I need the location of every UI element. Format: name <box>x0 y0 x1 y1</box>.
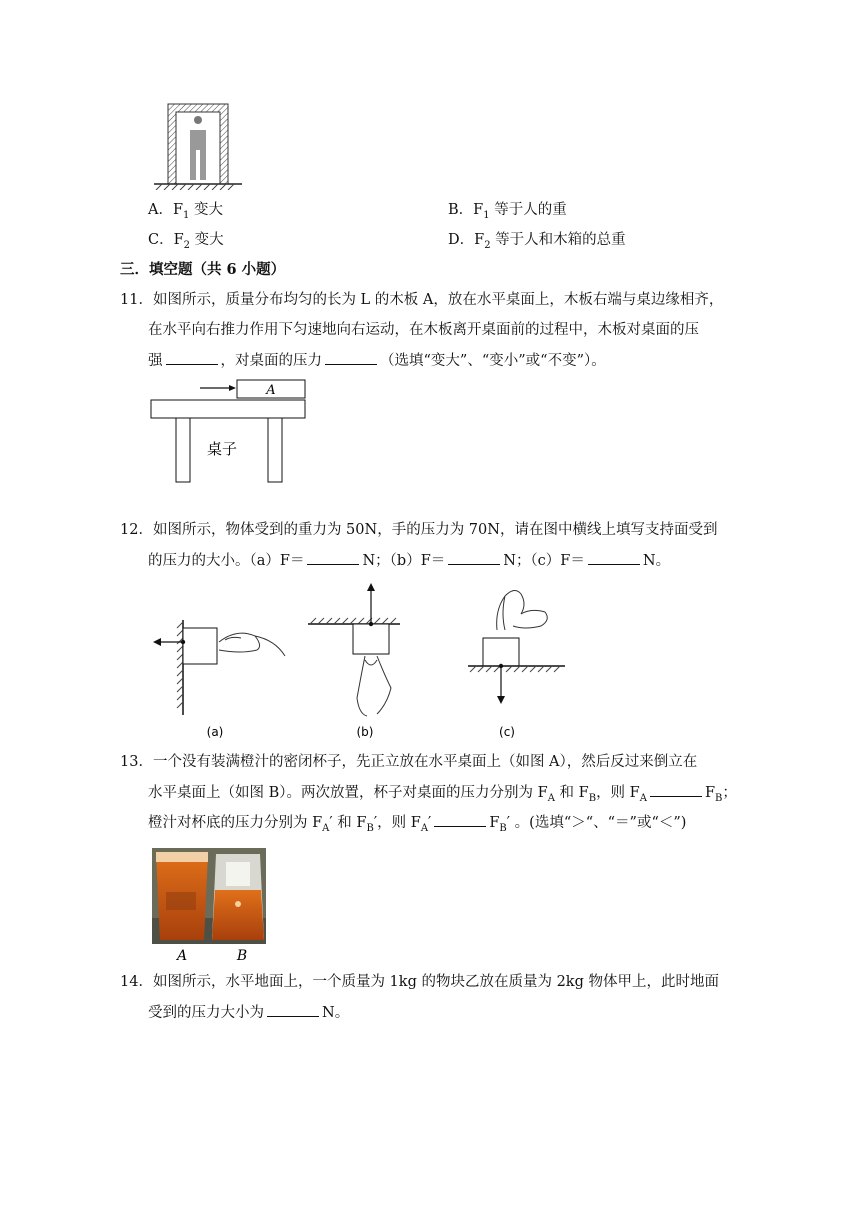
option-a: A．$F_1$ 变大 <box>148 202 224 221</box>
q13-line2: 水平桌面上（如图 B）。两次放置，杯子对桌面的压力分别为 $F_A$ 和 $F_B$，则 $F_A$ $F_B$； <box>148 782 737 809</box>
option-c: C．$F_2$ 变大 <box>148 232 224 251</box>
q14-blank[interactable] <box>267 1002 319 1017</box>
q12-blank-a[interactable] <box>307 550 359 565</box>
figure-a-label: (a) <box>206 725 224 739</box>
option-b: B．$F_1$ 等于人的重 <box>448 202 567 221</box>
figure-c-label: (c) <box>499 725 515 739</box>
table-label: 桌子 <box>206 440 238 458</box>
juice-cups-photo <box>152 848 272 964</box>
q12-line2: 的压力的大小。（a）F＝ N；（b）F＝ N；（c）F＝ N。 <box>148 550 670 571</box>
figure-c <box>465 580 575 740</box>
figure-a <box>145 580 295 740</box>
q13-blank-2[interactable] <box>434 812 486 827</box>
q11-line3: 强 ，对桌面的压力 （选填“变大”、“变小”或“不变”）。 <box>148 350 606 371</box>
q13-line3: 橙汁对杯底的压力分别为 $F_A'$ 和 $F_B'$，则 $F_A'$ $F_B'$ 。(选填“＞“、“＝”或“＜”) <box>148 812 686 839</box>
person-in-box-figure <box>150 100 242 190</box>
figure-b <box>305 580 405 740</box>
q11-line1: 11．如图所示，质量分布均匀的长为 L 的木板 A，放在水平桌面上，木板右端与桌边缘相齐， <box>120 292 724 308</box>
board-label: A <box>266 383 276 398</box>
photo-label-b: B <box>236 948 248 964</box>
q14-line1: 14．如图所示，水平地面上，一个质量为 1kg 的物块乙放在质量为 2kg 物体甲上，此时地面 <box>120 974 719 990</box>
option-d: D．$F_2$ 等于人和木箱的总重 <box>448 232 626 251</box>
q13-blank-1[interactable] <box>650 782 702 797</box>
section-heading: 三．填空题（共 6 小题） <box>120 261 286 278</box>
q12-blank-b[interactable] <box>448 550 500 565</box>
q11-blank-1[interactable] <box>166 350 218 365</box>
q11-line2: 在水平向右推力作用下匀速地向右运动，在木板离开桌面前的过程中，木板对桌面的压 <box>148 322 699 338</box>
q11-blank-2[interactable] <box>325 350 377 365</box>
board-table-figure <box>150 376 310 486</box>
q12-line1: 12．如图所示，物体受到的重力为 50N，手的压力为 70N，请在图中横线上填写支持面受到 <box>120 522 718 538</box>
q13-line1: 13．一个没有装满橙汁的密闭杯子，先正立放在水平桌面上（如图 A），然后反过来倒立在 <box>120 754 698 770</box>
figure-b-label: (b) <box>356 725 374 739</box>
photo-label-a: A <box>176 948 188 964</box>
q14-line2: 受到的压力大小为 N。 <box>148 1002 349 1023</box>
q12-blank-c[interactable] <box>588 550 640 565</box>
